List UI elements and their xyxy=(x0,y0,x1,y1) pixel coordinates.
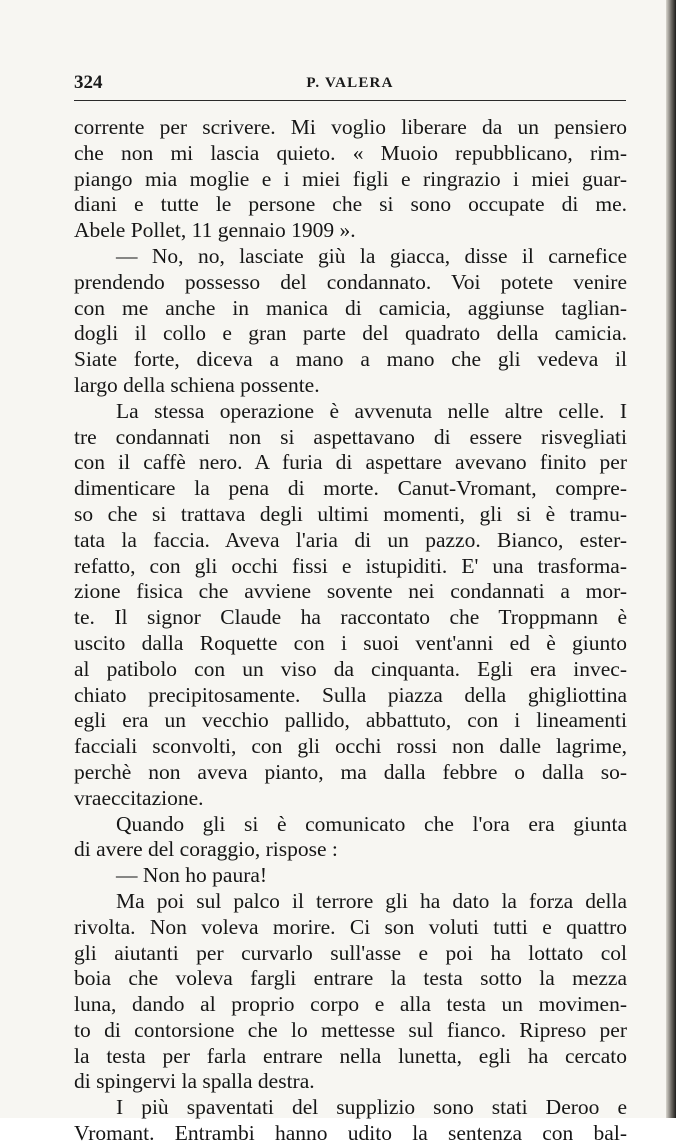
text-line: diani e tutte le persone che si sono occupate di me. xyxy=(74,192,627,217)
text-line: di spingervi la spalla destra. xyxy=(74,1069,315,1094)
text-line: egli era un vecchio pallido, abbattuto, con i lineamenti xyxy=(74,708,627,733)
text-line: perchè non aveva pianto, ma dalla febbre o dalla so- xyxy=(74,759,627,784)
text-line: largo della schiena possente. xyxy=(74,372,320,397)
text-line: Vromant. Entrambi hanno udito la sentenza con bal- xyxy=(74,1121,627,1146)
book-spine-edge xyxy=(666,0,676,1118)
text-line: di avere del coraggio, rispose : xyxy=(74,837,338,862)
text-line: te. Il signor Claude ha raccontato che Troppmann è xyxy=(74,605,627,630)
text-line: con me anche in manica di camicia, aggiunse taglian- xyxy=(74,295,627,320)
text-line: Ma poi sul palco il terrore gli ha dato la forza della xyxy=(116,888,627,913)
text-line: la testa per farla entrare nella lunetta, egli ha cercato xyxy=(74,1043,627,1068)
text-line: uscito dalla Roquette con i suoi vent'anni ed è giunto xyxy=(74,630,627,655)
text-line: rivolta. Non voleva morire. Ci son voluti tutti e quattro xyxy=(74,914,627,939)
text-line: con il caffè nero. A furia di aspettare avevano finito per xyxy=(74,450,627,475)
text-line: zione fisica che avviene sovente nei condannati a mor- xyxy=(74,579,627,604)
text-line: che non mi lascia quieto. « Muoio repubblicano, rim- xyxy=(74,140,627,165)
text-line: facciali sconvolti, con gli occhi rossi non dalle lagrime, xyxy=(74,734,627,759)
text-line: dimenticare la pena di morte. Canut-Vromant, compre- xyxy=(74,476,627,501)
text-line: refatto, con gli occhi fissi e istupiditi. E' una trasforma- xyxy=(74,553,627,578)
text-line: tata la faccia. Aveva l'aria di un pazzo. Bianco, ester- xyxy=(74,527,627,552)
text-line: — No, no, lasciate giù la giacca, disse il carnefice xyxy=(116,243,627,268)
text-line: I più spaventati del supplizio sono stati Deroo e xyxy=(116,1095,627,1120)
text-line: Quando gli si è comunicato che l'ora era giunta xyxy=(116,811,627,836)
text-line: to di contorsione che lo mettesse sul fianco. Ripreso per xyxy=(74,1017,627,1042)
text-line: chiato precipitosamente. Sulla piazza della ghigliottina xyxy=(74,682,627,707)
text-line: Siate forte, diceva a mano a mano che gli vedeva il xyxy=(74,347,627,372)
text-line: so che si trattava degli ultimi momenti, gli si è tramu- xyxy=(74,501,627,526)
text-line: boia che voleva fargli entrare la testa sotto la mezza xyxy=(74,966,627,991)
text-line: al patibolo con un viso da cinquanta. Egli era invec- xyxy=(74,656,627,681)
text-line: — Non ho paura! xyxy=(116,863,268,888)
text-line: prendendo possesso del condannato. Voi potete venire xyxy=(74,269,627,294)
page-header xyxy=(74,72,626,96)
text-line: vraeccitazione. xyxy=(74,785,204,810)
page-number: 324 xyxy=(74,72,103,93)
text-line: dogli il collo e gran parte del quadrato della camicia. xyxy=(74,321,627,346)
running-head: P. VALERA xyxy=(306,75,394,91)
text-line: Abele Pollet, 11 gennaio 1909 ». xyxy=(74,218,356,243)
text-line: La stessa operazione è avvenuta nelle altre celle. I xyxy=(116,398,627,423)
text-line: piango mia moglie e i miei figli e ringrazio i miei guar- xyxy=(74,166,627,191)
text-line: luna, dando al proprio corpo e alla testa un movimen- xyxy=(74,992,627,1017)
text-line: tre condannati non si aspettavano di essere risvegliati xyxy=(74,424,627,449)
text-line: corrente per scrivere. Mi voglio liberare da un pensiero xyxy=(74,115,627,139)
body-text xyxy=(74,115,627,1147)
text-line: gli aiutanti per curvarlo sull'asse e poi ha lottato col xyxy=(74,940,627,965)
header-rule xyxy=(74,100,626,101)
